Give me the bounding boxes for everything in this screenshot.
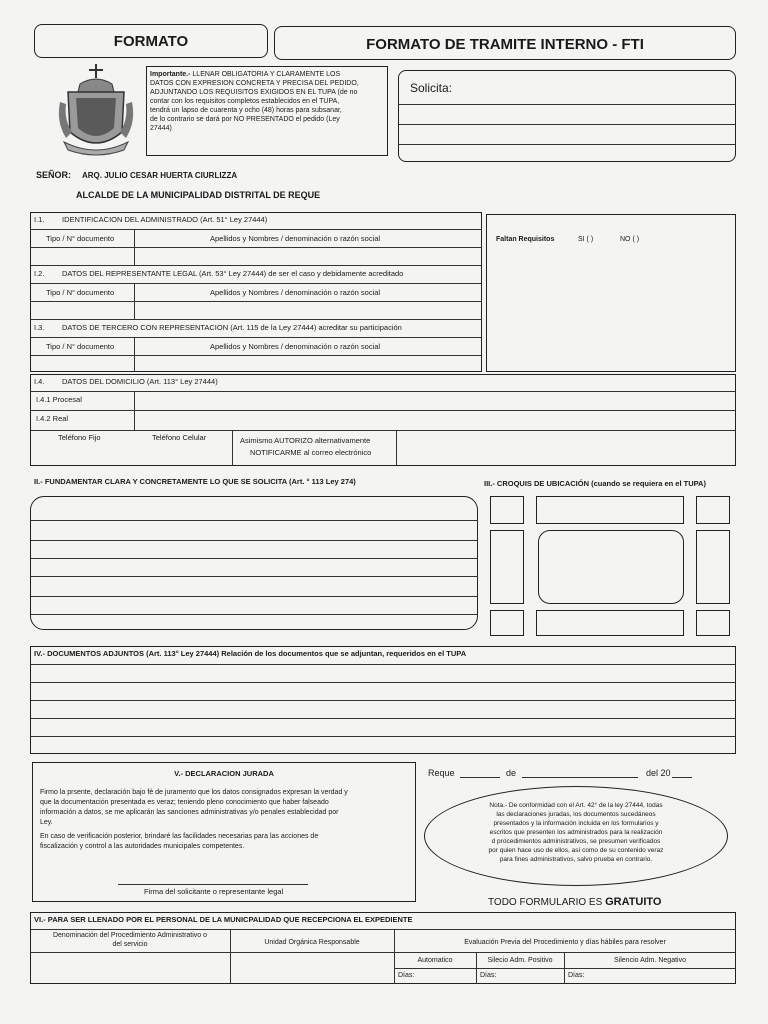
declaracion-line-4: En caso de verificación posterior, brindaré las facilidades necesarias para las acciones de <box>40 833 319 840</box>
i3-title: DATOS DE TERCERO CON REPRESENTACION (Art. 115 de la Ley 27444) acreditar su participación <box>62 323 402 332</box>
write-line <box>30 614 478 615</box>
section-iii-title: III.- CROQUIS DE UBICACIÓN (cuando se requiera en el TUPA) <box>484 479 706 488</box>
declaracion-line-0: Firmo la prsente, declaración bajo fé de juramento que los datos consignados expresan la verdad y <box>40 789 348 796</box>
nota-line-3: escritos que presenten los administrados para la realización <box>489 829 663 836</box>
vi-sub-positivo: Silecio Adm. Positivo <box>487 957 553 964</box>
domicilio-table <box>30 374 736 466</box>
senor-name: ARQ. JULIO CESAR HUERTA CIURLIZZA <box>82 171 238 180</box>
reque-label: Reque <box>428 768 455 778</box>
si-option[interactable]: SI ( ) <box>578 236 594 243</box>
vi-sub-automatico: Automatico <box>417 957 453 964</box>
declaracion-line-5: fiscalización y control a las autoridades municipales competentes. <box>40 843 245 850</box>
solicita-line <box>398 124 736 125</box>
nota-line-5: por quien hace uso de ellos, así como de su contenido veraz <box>488 847 664 854</box>
nota-line-4: d procedimientos administrativos, se presumen verificados <box>491 838 661 845</box>
fundamentar-box[interactable] <box>30 496 478 630</box>
importante-line-2: ADJUNTANDO LOS REQUISITOS EXIGIDOS EN EL TUPA (de no <box>150 89 358 96</box>
day-blank[interactable] <box>460 777 500 778</box>
autorizo-line-2: NOTIFICARME al correo electrónico <box>250 448 372 457</box>
row-divider <box>30 410 736 411</box>
write-line <box>30 558 478 559</box>
formato-title: FORMATO <box>113 33 189 50</box>
year-blank[interactable] <box>672 777 692 778</box>
real-label: I.4.2 Real <box>36 414 69 423</box>
importante-line-0: Importante.- LLENAR OBLIGATORIA Y CLARAMENTE LOS <box>150 71 341 78</box>
row-divider <box>30 319 482 320</box>
write-line <box>30 718 736 719</box>
row-divider <box>30 929 736 930</box>
croquis-block <box>490 530 524 604</box>
faltan-requisitos-label: Faltan Requisitos <box>496 236 555 243</box>
nota-line-2: presentados y la información incluida en los formularios y <box>493 820 659 827</box>
senor-label: SEÑOR: <box>36 170 72 180</box>
col-divider <box>396 430 397 466</box>
declaracion-line-2: información a datos, se me aplicarán las sanciones administrativas y/o penales establecidad por <box>40 809 339 816</box>
i1-tipo-doc-label: Tipo / N° documento <box>46 234 115 243</box>
row-divider <box>30 337 482 338</box>
section-ii-title: II.- FUNDAMENTAR CLARA Y CONCRETAMENTE LO QUE SE SOLICITA (Art. ° 113 Ley 274) <box>34 477 356 486</box>
importante-line-5: de lo contrario se dará por NO PRESENTADO el pedido (Ley <box>150 116 340 123</box>
i1-title: IDENTIFICACION DEL ADMINISTRADO (Art. 51° Ley 27444) <box>62 215 268 224</box>
row-divider <box>30 391 736 392</box>
write-line <box>30 576 478 577</box>
importante-line-1: DATOS CON EXPRESION CONCRETA Y PRECISA DEL PEDIDO, <box>150 80 359 87</box>
vi-col-procedimiento-a: Denominación del Procedimiento Administrativo o <box>52 932 208 939</box>
solicita-line <box>398 104 736 105</box>
vi-col-procedimiento-b: del servicio <box>112 941 148 948</box>
col-divider <box>134 391 135 431</box>
i4-title: DATOS DEL DOMICILIO (Art. 113° Ley 27444) <box>62 377 218 386</box>
write-line <box>30 682 736 683</box>
vi-sub-negativo: Silencio Adm. Negativo <box>614 957 686 964</box>
write-line <box>30 736 736 737</box>
write-line <box>30 700 736 701</box>
declaracion-jurada-box <box>32 762 416 902</box>
firma-label: Firma del solicitante o representante legal <box>144 887 284 896</box>
croquis-block <box>696 610 730 636</box>
vi-dias-negativo[interactable]: Días: <box>568 972 585 979</box>
row-divider <box>30 247 482 248</box>
i2-apellidos-label: Apellidos y Nombres / denominación o razón social <box>210 288 381 297</box>
de-label: de <box>506 768 517 778</box>
croquis-block <box>536 496 684 524</box>
month-blank[interactable] <box>522 777 638 778</box>
croquis-block <box>696 496 730 524</box>
col-divider <box>230 929 231 984</box>
row-divider <box>30 265 482 266</box>
section-iv-title: IV.- DOCUMENTOS ADJUNTOS (Art. 113° Ley 27444) Relación de los documentos que se adjuntan, requeridos en el TUPA <box>34 649 467 658</box>
nota-line-0: Nota.- De conformidad con el Art. 42° de la ley 27444, todas <box>489 802 663 809</box>
write-line <box>30 540 478 541</box>
row-divider <box>30 283 482 284</box>
solicita-label: Solicita: <box>410 81 453 95</box>
senor-position: ALCALDE DE LA MUNICIPALIDAD DISTRITAL DE REQUE <box>76 190 321 200</box>
telefono-celular-label: Teléfono Celular <box>152 433 207 442</box>
i4-number: I.4. <box>34 377 45 386</box>
importante-line-4: tendrá un lapso de cuarenta y ocho (48) horas para subsanar, <box>150 107 342 114</box>
row-divider <box>394 968 736 969</box>
i1-number: I.1. <box>34 215 45 224</box>
vi-dias-positivo[interactable]: Días: <box>480 972 497 979</box>
vi-col-unidad: Unidad Orgánica Responsable <box>264 939 360 946</box>
row-divider <box>30 952 736 953</box>
write-line <box>30 596 478 597</box>
importante-line-6: 27444) <box>150 125 172 132</box>
row-divider <box>30 355 482 356</box>
nota-line-6: para fines administrativos, salvo prueba en contrario. <box>499 856 653 863</box>
vi-col-evaluacion: Evaluación Previa del Procedimiento y días hábiles para resolver <box>464 939 666 946</box>
declaracion-line-3: Ley. <box>40 819 53 826</box>
row-divider <box>30 229 482 230</box>
i2-number: I.2. <box>34 269 45 278</box>
write-line <box>30 664 736 665</box>
procesal-label: I.4.1 Procesal <box>36 395 82 404</box>
i3-tipo-doc-label: Tipo / N° documento <box>46 342 115 351</box>
autorizo-line-1: Asimismo AUTORIZO alternativamente <box>240 436 371 445</box>
croquis-block <box>490 610 524 636</box>
row-divider <box>30 301 482 302</box>
croquis-center-block <box>538 530 684 604</box>
telefono-fijo-label: Teléfono Fijo <box>58 433 101 442</box>
declaracion-line-1: que la documentación presentada es veraz; teniendo pleno conocimiento que haber falseado <box>40 799 329 806</box>
solicita-line <box>398 144 736 145</box>
vi-dias-automatico[interactable]: Días: <box>398 972 415 979</box>
del-year-label: del 20 <box>646 768 671 778</box>
nota-line-1: las declaraciones juradas, los documentos sucedáneos <box>496 811 656 818</box>
i3-apellidos-label: Apellidos y Nombres / denominación o razón social <box>210 342 381 351</box>
croquis-block <box>490 496 524 524</box>
col-divider <box>232 430 233 466</box>
section-vi-title: VI.- PARA SER LLENADO POR EL PERSONAL DE LA MUNICPALIDAD QUE RECEPCIONA EL EXPEDIENTE <box>34 915 413 924</box>
i3-number: I.3. <box>34 323 45 332</box>
croquis-block <box>696 530 730 604</box>
i1-apellidos-label: Apellidos y Nombres / denominación o razón social <box>210 234 381 243</box>
i2-title: DATOS DEL REPRESENTANTE LEGAL (Art. 53° Ley 27444) de ser el caso y debidamente acreditado <box>62 269 404 278</box>
row-divider <box>30 430 736 431</box>
fti-title: FORMATO DE TRAMITE INTERNO - FTI <box>366 36 644 53</box>
write-line <box>30 520 478 521</box>
signature-line[interactable] <box>118 884 308 885</box>
section-v-title: V.- DECLARACION JURADA <box>174 769 274 778</box>
gratuito-note: TODO FORMULARIO ES GRATUITO <box>488 896 662 908</box>
i2-tipo-doc-label: Tipo / N° documento <box>46 288 115 297</box>
croquis-block <box>536 610 684 636</box>
no-option[interactable]: NO ( ) <box>620 236 640 243</box>
municipal-crest-logo <box>54 62 138 158</box>
importante-line-3: contar con los requisitos completos establecidos en el TUPA, <box>150 98 340 105</box>
